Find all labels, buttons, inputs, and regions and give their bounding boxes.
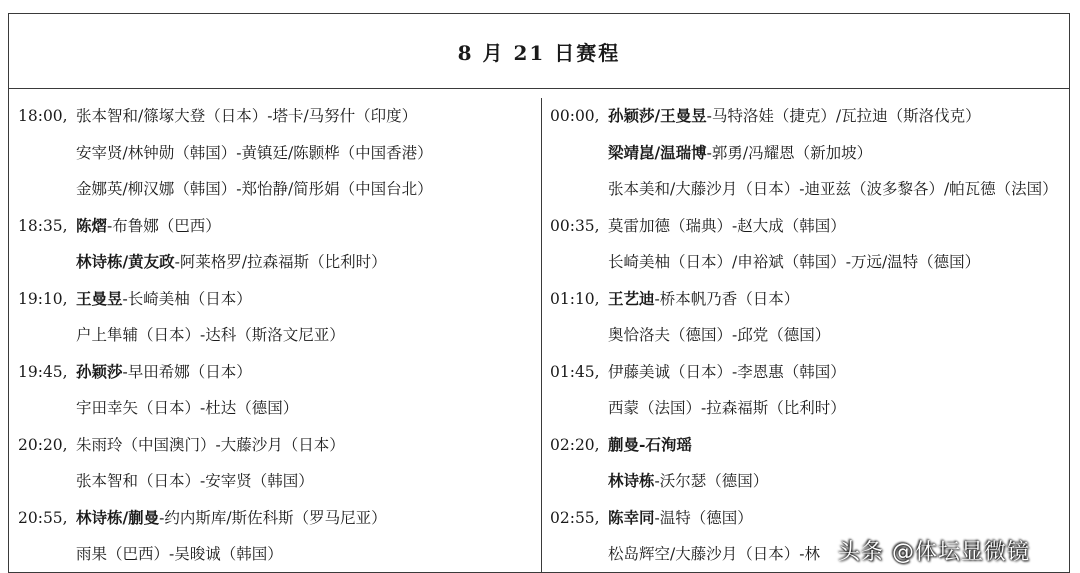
match-text: 户上隼辅（日本）-达科（斯洛文尼亚） (76, 326, 345, 344)
match-text: 张本智和（日本）-安宰贤（韩国） (76, 472, 314, 490)
watermark: 头条 @体坛显微镜 (838, 540, 1030, 565)
match-text: -郭勇/冯耀恩（新加坡） (706, 143, 873, 162)
match-text: 安宰贤/林钟勋（韩国）-黄镇廷/陈颢桦（中国香港） (76, 143, 433, 162)
schedule-line (542, 463, 1069, 500)
schedule-table (8, 13, 1070, 573)
schedule-line (542, 427, 1069, 464)
left-column (9, 98, 542, 572)
chinese-player-name: 林诗栋 (608, 471, 655, 490)
schedule-line (542, 281, 1069, 318)
match-text: 西蒙（法国）-拉森福斯（比利时） (608, 399, 846, 417)
chinese-player-name: 王曼昱 (76, 288, 123, 308)
match-text: 雨果（巴西）-吴晙诚（韩国） (76, 545, 283, 563)
chinese-player-name: 陈熠 (76, 215, 108, 235)
schedule-line (542, 500, 1069, 537)
match-time: 02:20, (550, 435, 600, 454)
right-column (542, 98, 1069, 572)
schedule-line (542, 171, 1069, 208)
match-text: 长崎美柚（日本）/申裕斌（韩国）-万远/温特（德国） (608, 253, 981, 271)
match-time: 19:45, (18, 362, 68, 381)
match-text: -阿莱格罗/拉森福斯（比利时） (174, 253, 387, 271)
chinese-player-name: 林诗栋/黄友政 (76, 252, 175, 271)
schedule-line (542, 135, 1069, 172)
match-time: 19:10, (18, 289, 68, 308)
match-text: 伊藤美诚（日本）-李恩惠（韩国） (608, 362, 846, 381)
schedule-line (9, 390, 541, 427)
schedule-line (9, 135, 541, 172)
schedule-line (9, 317, 541, 354)
chinese-player-name: 孙颖莎/王曼昱 (608, 106, 707, 125)
schedule-line (542, 208, 1069, 245)
match-text: -约内斯库/斯佐科斯（罗马尼亚） (159, 508, 387, 527)
chinese-player-name: 林诗栋/蒯曼 (76, 507, 160, 527)
schedule-line (542, 354, 1069, 391)
chinese-player-name: 陈幸同 (608, 507, 655, 527)
schedule-line (542, 244, 1069, 281)
match-text: 莫雷加德（瑞典）-赵大成（韩国） (608, 216, 846, 235)
chinese-player-name: 孙颖莎 (76, 361, 123, 381)
match-text: 张本美和/大藤沙月（日本）-迪亚兹（波多黎各）/帕瓦德（法国） (608, 180, 1058, 198)
page-title: 8 月 21 日赛程 (457, 40, 621, 65)
schedule-line (9, 463, 541, 500)
match-text: -马特洛娃（捷克）/瓦拉迪（斯洛伐克） (706, 107, 981, 125)
match-time: 20:20, (18, 435, 68, 454)
match-text: 松岛辉空/大藤沙月（日本）-林 (608, 545, 820, 563)
schedule-line (9, 208, 541, 245)
match-time: 00:00, (550, 107, 600, 125)
schedule-line (542, 317, 1069, 354)
chinese-player-name: 王艺迪 (608, 288, 655, 308)
match-text: 奥恰洛夫（德国）-邱党（德国） (608, 326, 831, 344)
schedule-line (9, 500, 541, 537)
match-time: 00:35, (550, 216, 600, 235)
match-text: -沃尔瑟（德国） (654, 472, 769, 490)
match-text: -桥本帆乃香（日本） (654, 289, 800, 308)
match-time: 18:00, (18, 107, 68, 125)
schedule-line (9, 244, 541, 281)
match-text: 宇田幸矢（日本）-杜达（德国） (76, 399, 299, 417)
match-text: -长崎美柚（日本） (122, 289, 252, 308)
match-text: 张本智和/篠塚大登（日本）-塔卡/马努什（印度） (76, 107, 418, 125)
schedule-line (9, 536, 541, 573)
schedule-line (9, 98, 541, 135)
title-row (9, 14, 1069, 89)
match-time: 01:10, (550, 289, 600, 308)
match-text: 金娜英/柳汉娜（韩国）-郑怡静/简彤娟（中国台北） (76, 180, 433, 198)
match-text: -早田希娜（日本） (122, 362, 252, 381)
match-time: 20:55, (18, 508, 68, 527)
chinese-player-name: 蒯曼-石洵瑶 (608, 434, 692, 454)
schedule-line (9, 171, 541, 208)
chinese-player-name: 梁靖崑/温瑞博 (608, 142, 707, 162)
schedule-line (542, 390, 1069, 427)
match-text: -布鲁娜（巴西） (107, 216, 221, 235)
schedule-line (9, 427, 541, 464)
schedule-line (9, 281, 541, 318)
match-time: 02:55, (550, 508, 600, 527)
schedule-line (542, 98, 1069, 135)
match-text: -温特（德国） (654, 508, 753, 527)
match-text: 朱雨玲（中国澳门）-大藤沙月（日本） (76, 435, 345, 454)
match-time: 18:35, (18, 216, 68, 235)
schedule-line (9, 354, 541, 391)
match-time: 01:45, (550, 362, 600, 381)
